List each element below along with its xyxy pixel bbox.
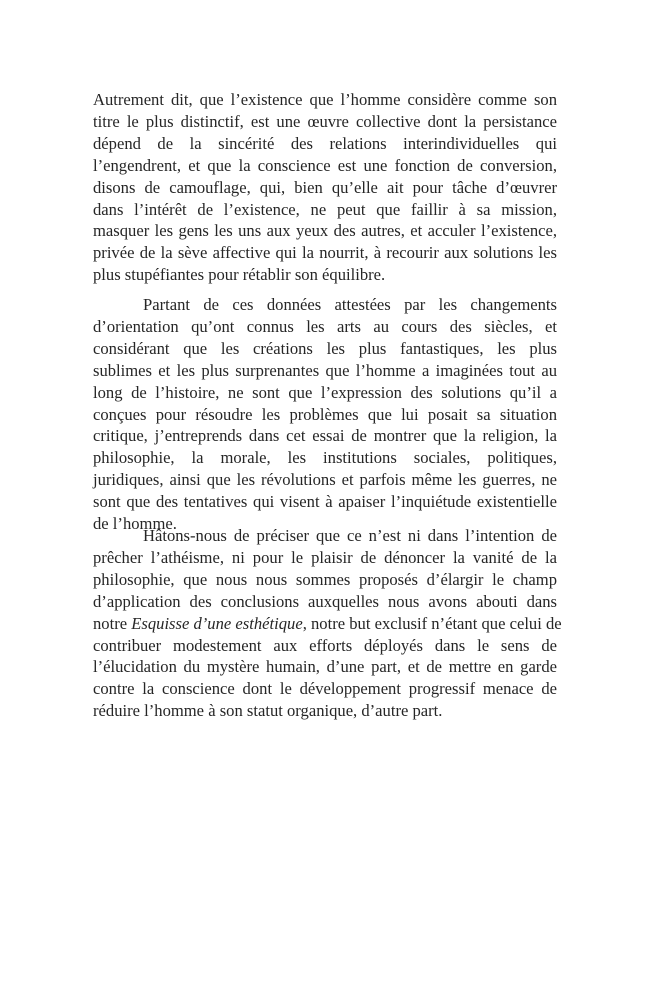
- text-line: philosophie, la morale, les institutions sociales, politiques,: [93, 448, 557, 468]
- text-line: sublimes et les plus surprenantes que l’homme a imaginées tout au: [93, 360, 557, 380]
- text-line: disons de camouflage, qui, bien qu’elle ait pour tâche d’œuvrer: [93, 177, 557, 197]
- text-line: sont que des tentatives qui visent à apaiser l’inquiétude existentielle: [93, 492, 557, 512]
- text-line: critique, j’entreprends dans cet essai de montrer que la religion, la: [93, 426, 557, 446]
- text-line: d’application des conclusions auxquelles nous avons abouti dans: [93, 591, 557, 611]
- text-line: masquer les gens les uns aux yeux des autres, et acculer l’existence,: [93, 221, 557, 241]
- text-line: juridiques, ainsi que les révolutions et parfois même les guerres, ne: [93, 470, 557, 490]
- text-line: Partant de ces données attestées par les changements: [143, 295, 557, 314]
- text-line: de l’homme.: [93, 514, 177, 534]
- text-line: l’élucidation du mystère humain, d’une part, et de mettre en garde: [93, 657, 557, 677]
- paragraph-2: [93, 294, 557, 535]
- text-segment: notre: [93, 613, 132, 633]
- text-line: dans l’intérêt de l’existence, ne peut que faillir à sa mission,: [93, 199, 557, 219]
- text-line: considérant que les créations les plus fantastiques, les plus: [93, 338, 557, 358]
- book-title: Esquisse d’une esthétique: [131, 613, 303, 633]
- text-line: [93, 613, 562, 635]
- text-line: contribuer modestement aux efforts déployés dans le sens de: [93, 635, 557, 655]
- text-line: titre le plus distinctif, est une œuvre collective dont la persistance: [93, 111, 557, 131]
- text-line: plus stupéfiantes pour rétablir son équilibre.: [93, 265, 386, 285]
- text-segment: , notre but exclusif n’étant que celui de: [302, 613, 562, 633]
- text-line: Hâtons-nous de préciser que ce n’est ni dans l’intention de: [143, 526, 557, 545]
- text-line: conçues pour résoudre les problèmes que lui posait sa situation: [93, 404, 557, 424]
- text-line: privée de la sève affective qui la nourrit, à recourir aux solutions les: [93, 243, 557, 263]
- text-line: dépend de la sincérité des relations interindividuelles qui: [93, 133, 557, 153]
- text-line: contre la conscience dont le développement progressif menace de: [93, 679, 557, 699]
- text-line: long de l’histoire, ne sont que l’expression des solutions qu’il a: [93, 382, 557, 402]
- text-line: Autrement dit, que l’existence que l’homme considère comme son: [93, 90, 557, 109]
- text-line: d’orientation qu’ont connus les arts au cours des siècles, et: [93, 316, 557, 336]
- text-line: l’engendrent, et que la conscience est une fonction de conversion,: [93, 155, 557, 175]
- text-line: prêcher l’athéisme, ni pour le plaisir de dénoncer la vanité de la: [93, 547, 557, 567]
- text-line: réduire l’homme à son statut organique, d’autre part.: [93, 701, 443, 721]
- text-line: philosophie, que nous nous sommes proposés d’élargir le champ: [93, 569, 557, 589]
- paragraph-3: [93, 525, 562, 722]
- paragraph-1: [93, 89, 557, 286]
